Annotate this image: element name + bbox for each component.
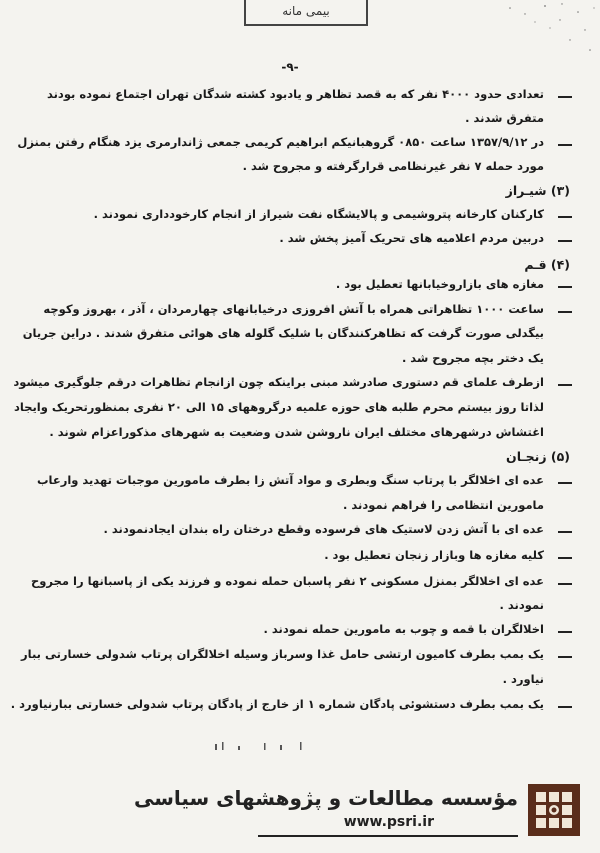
bullet bbox=[558, 96, 572, 98]
bullet bbox=[558, 311, 572, 313]
bullet bbox=[558, 706, 572, 708]
text-line: مغازه های بازاروخیابانها تعطیل بود . bbox=[335, 277, 544, 291]
header-stamp: بیمی مانه bbox=[244, 0, 368, 26]
institute-url[interactable]: www.psri.ir bbox=[343, 814, 434, 830]
text-line: کلیه مغازه ها وبازار زنجان تعطیل بود . bbox=[324, 548, 544, 562]
text-line: مامورین انتظامی را فراهم نمودند . bbox=[343, 498, 544, 512]
bullet bbox=[558, 583, 572, 585]
text-line: تعدادی حدود ۴۰۰۰ نفر که به قصد تظاهر و یادبود کشته شدگان تهران اجتماع نموده بودند bbox=[46, 87, 544, 101]
bullet bbox=[558, 286, 572, 288]
text-line: نمودند . bbox=[499, 598, 544, 612]
bullet bbox=[558, 631, 572, 633]
bullet bbox=[558, 557, 572, 559]
text-line: در ۱۳۵۷/۹/۱۲ ساعت ۰۸۵۰ گروهبانیکم ابراهیم کریمی جمعی ژاندارمری یزد هنگام رفتن بمنزل bbox=[17, 135, 544, 149]
text-line: مورد حمله ۷ نفر غیرنظامی قرارگرفته و مجروح شد . bbox=[242, 159, 544, 173]
text-line: ساعت ۱۰۰۰ تظاهراتی همراه با آتش افروزی درخیابانهای چهارمردان ، آذر ، بهروز وکوچه bbox=[43, 302, 544, 316]
text-line: بیگدلی صورت گرفت که تظاهرکنندگان با شلیک گلوله های هوائی متفرق شدند . دراین جریان bbox=[22, 326, 544, 340]
section-heading-qom: (۴) قـم bbox=[524, 257, 570, 272]
text-line: لذاتا روز بیستم محرم طلبه های حوزه علمیه درگروههای ۱۵ الی ۲۰ نفری بمنظورتحریک وایجاد bbox=[13, 400, 544, 414]
scan-noise bbox=[490, 0, 600, 70]
text-line: دربین مردم اعلامیه های تحریک آمیز پخش شد . bbox=[279, 231, 544, 245]
text-line: کارکنان کارخانه پتروشیمی و پالایشگاه نفت شیراز از انجام کارخودداری نمودند . bbox=[93, 207, 544, 221]
footer-divider bbox=[258, 835, 518, 837]
bullet bbox=[558, 482, 572, 484]
text-line: یک بمب بطرف دستشوئی پادگان شماره ۱ از خارج از پادگان پرتاب شدولی خسارتی ببارنیاورد . bbox=[10, 697, 544, 711]
text-line: عده ای اخلالگر با پرتاب سنگ وبطری و مواد آتش زا بطرف مامورین موجبات تهدید وارعاب bbox=[36, 473, 544, 487]
institute-logo bbox=[528, 784, 580, 836]
text-line: یک دختر بچه مجروح شد . bbox=[401, 351, 544, 365]
text-line: نیاورد . bbox=[502, 672, 544, 686]
page-number: -۹- bbox=[281, 60, 299, 74]
text-line: عده ای اخلالگر بمنزل مسکونی ۲ نفر پاسبان حمله نموده و فرزند یکی از پاسبانها را مجروح bbox=[31, 574, 544, 588]
text-line: عده ای با آتش زدن لاستیک های فرسوده وقطع درختان راه بندان ایجادنمودند . bbox=[103, 522, 544, 536]
text-line: ازطرف علمای قم دستوری صادرشد مبنی براینکه چون ازانجام تظاهرات درقم جلوگیری میشود bbox=[13, 375, 544, 389]
section-heading-zanjan: (۵) زنجـان bbox=[506, 449, 570, 464]
bullet bbox=[558, 384, 572, 386]
bullet bbox=[558, 240, 572, 242]
section-heading-shiraz: (۳) شیـراز bbox=[505, 183, 570, 198]
text-line: اغتشاش درشهرهای مختلف ایران ناروشن شدن وضعیت به شهرهای مذکوراعزام شوند . bbox=[49, 425, 544, 439]
bullet bbox=[558, 144, 572, 146]
bullet bbox=[558, 656, 572, 658]
scan-marks bbox=[160, 738, 360, 758]
bullet bbox=[558, 216, 572, 218]
institute-name: مؤسسه مطالعات و پژوهشهای سیاسی bbox=[133, 786, 518, 810]
institute-logo-icon bbox=[528, 784, 580, 836]
text-line: اخلالگران با قمه و چوب به مامورین حمله نمودند . bbox=[263, 622, 544, 636]
text-line: یک بمب بطرف کامیون ارتشی حامل غذا وسرباز وسیله اخلالگران پرتاب شدولی خسارتی ببار bbox=[21, 647, 544, 661]
text-line: متفرق شدند . bbox=[465, 111, 544, 125]
bullet bbox=[558, 531, 572, 533]
